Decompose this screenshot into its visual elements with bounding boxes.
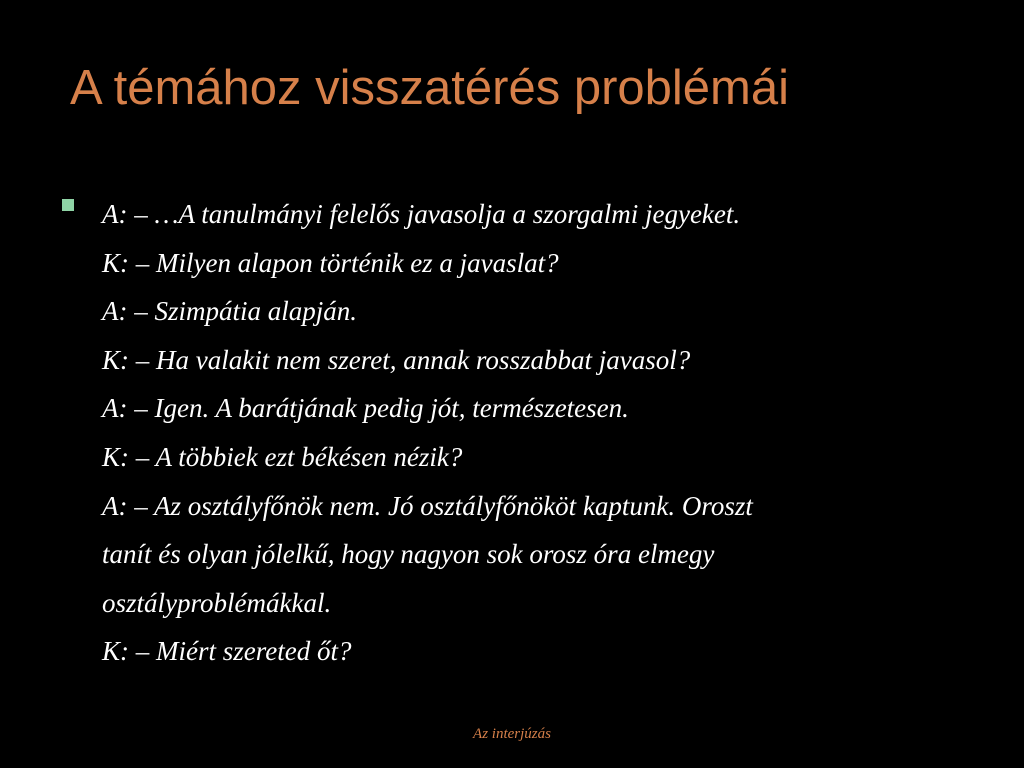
dialogue-line: K: – Ha valakit nem szeret, annak rosszabbat javasol? [102, 344, 691, 375]
square-bullet-icon [62, 199, 74, 211]
dialogue-line: K: – A többiek ezt békésen nézik? [102, 441, 463, 472]
dialogue-line: A: – Igen. A barátjának pedig jót, természetesen. [102, 393, 629, 424]
dialogue-line: tanít és olyan jólelkű, hogy nagyon sok orosz óra elmegy [102, 539, 715, 570]
dialogue-text [102, 190, 982, 676]
dialogue-line: A: – Szimpátia alapján. [102, 296, 357, 327]
dialogue-line: K: – Miért szereted őt? [102, 636, 352, 667]
dialogue-line: osztályproblémákkal. [102, 587, 332, 618]
dialogue-line: K: – Milyen alapon történik ez a javaslat? [102, 247, 559, 278]
dialogue-line: A: – Az osztályfőnök nem. Jó osztályfőnököt kaptunk. Oroszt [102, 490, 753, 521]
dialogue-line: A: – …A tanulmányi felelős javasolja a szorgalmi jegyeket. [102, 199, 741, 229]
slide-title: A témához visszatérés problémái [70, 61, 789, 115]
slide-footer: Az interjúzás [473, 726, 551, 742]
